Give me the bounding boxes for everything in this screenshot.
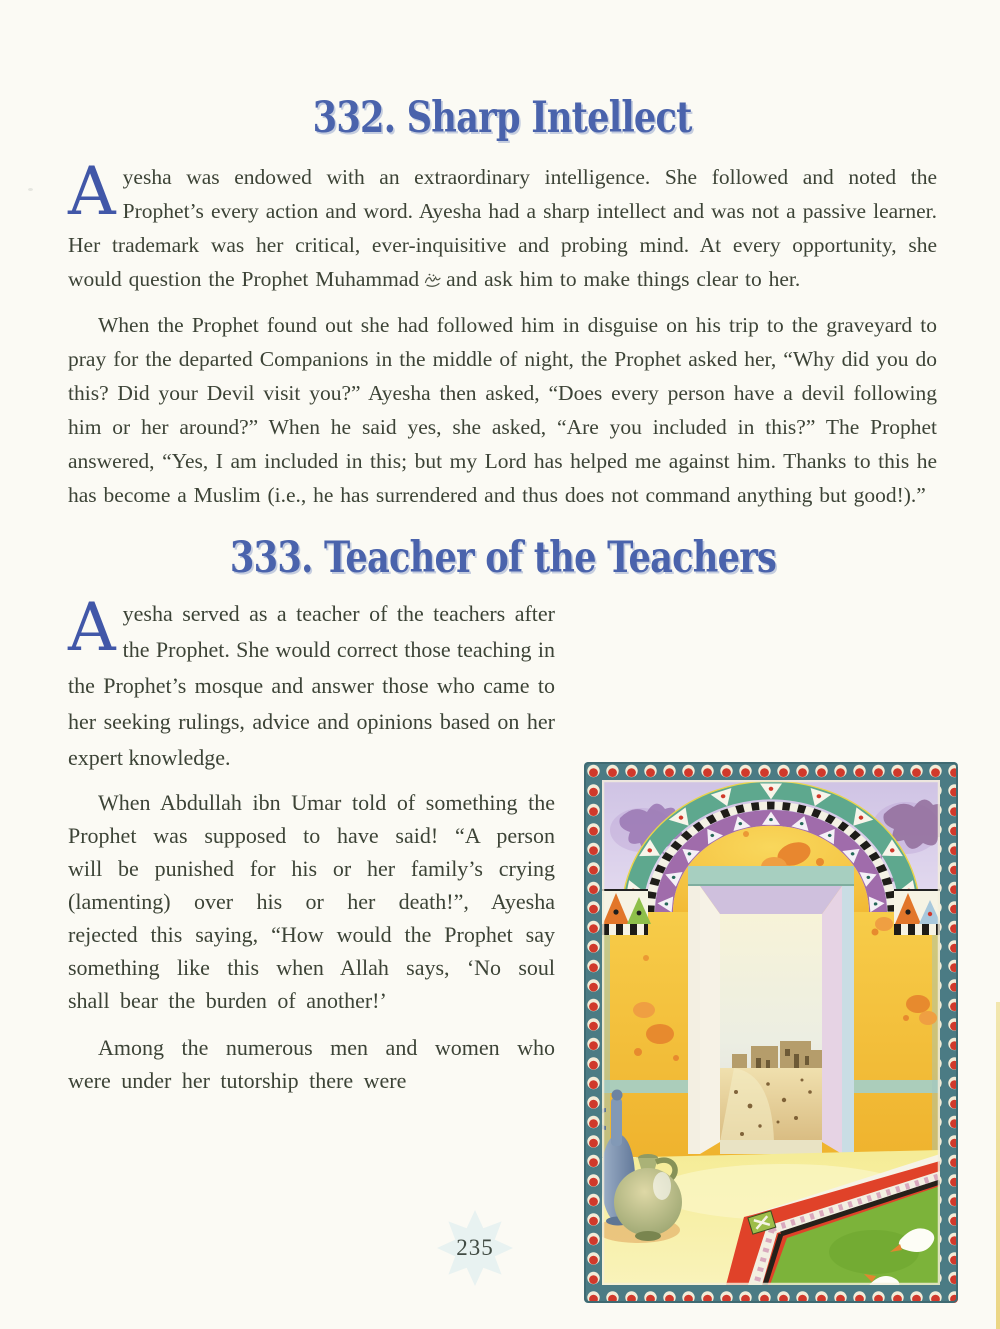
shoulder-band-left: [602, 890, 651, 935]
door-opening: [720, 914, 822, 1142]
pbuh-calligraphy-icon: [424, 264, 442, 298]
doorway: [688, 866, 854, 1154]
page-number-block: [437, 1210, 513, 1286]
paragraph-text: yesha was endowed with an extraordinary intelligence. She followed and noted the Prophet’s every action and word. Ayesha had a sharp intellect and was not a passive learner. Her trademark was her critical, ever-inquisitive and probing mind. At every opportunity, she would question the Prophet Muhammad: [68, 165, 937, 291]
dropcap-letter: A: [68, 153, 116, 230]
scan-speck: [28, 188, 33, 191]
paragraph-text: and ask him to make things clear to her.: [446, 267, 801, 291]
archway-illustration: [584, 762, 958, 1303]
paragraph-text: yesha served as a teacher of the teachers after the Prophet. She would correct those teaching in the Prophet’s mosque and answer those who came to her seeking rulings, advice and opinions based on her expert knowledge.: [68, 601, 555, 770]
page-number: 235: [456, 1235, 494, 1260]
illustration-interior: [596, 780, 951, 1288]
paragraph: When the Prophet found out she had followed him in disguise on his trip to the graveyard to pray for the departed Companions in the middle of night, the Prophet asked her, “Why did you do this? Did your Devil visit you?” Ayesha then asked, “Does every person have a devil following him or her around?” When he said yes, she asked, “Are you included in this?” The Prophet answered, “Yes, I am included in this; but my Lord has helped me against him. Thanks to this he has become a Muslim (i.e., he has surrendered and thus does not command anything but good!).”: [68, 313, 937, 507]
scan-edge-artifact: [996, 1002, 1000, 1329]
section-332: [68, 0, 937, 512]
section-332-heading: 332. Sharp Intellect: [312, 93, 693, 143]
dropcap-letter: A: [68, 589, 116, 666]
paragraph: [68, 153, 937, 298]
section-333-heading: 333. Teacher of the Teachers: [229, 533, 776, 583]
paragraph: Among the numerous men and women who were under her tutorship there were: [68, 1035, 555, 1093]
paragraph: When Abdullah ibn Umar told of something the Prophet was supposed to have said! “A person will be punished for his or her family’s crying (lamenting) over his or her death!”, Ayesha rejected this saying, “How would the Prophet say something like this when Allah says, ‘No soul shall bear the burden of another!’: [68, 790, 555, 1013]
shoulder-band-right: [894, 890, 941, 935]
